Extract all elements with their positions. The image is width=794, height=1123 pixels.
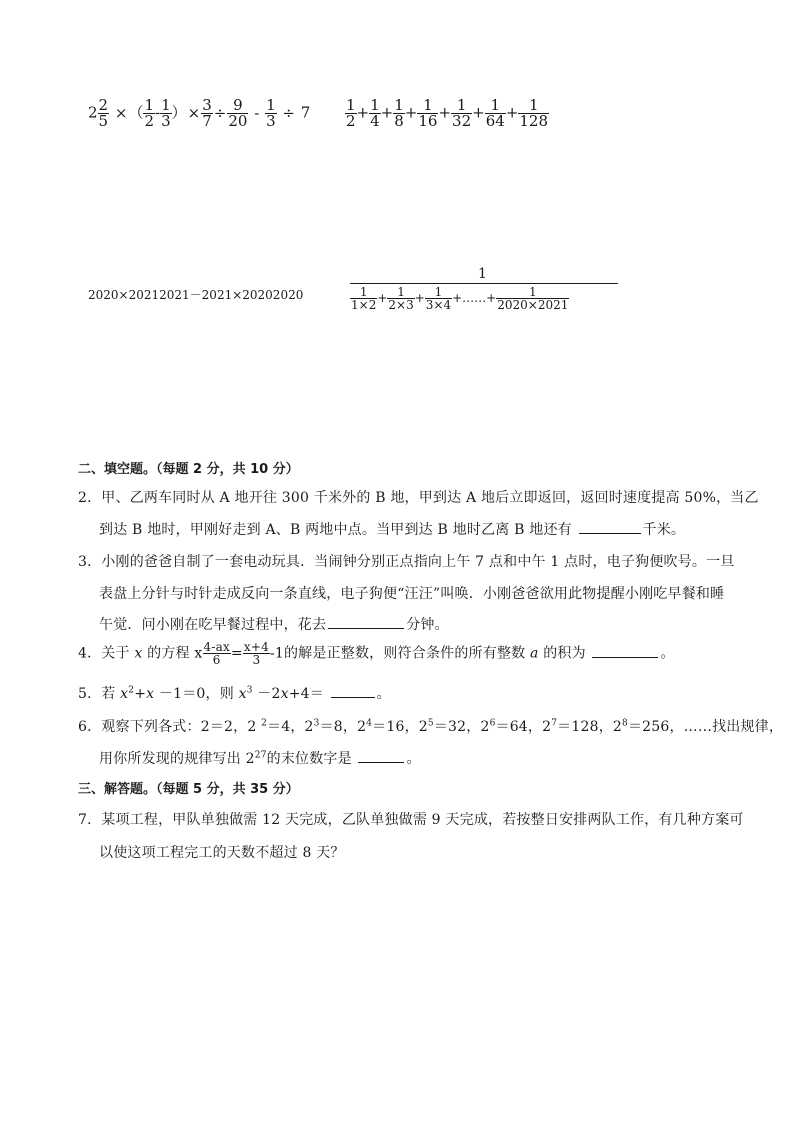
fraction: $\frac{9}{20}$ [228, 96, 248, 130]
question-text: 5．若 [78, 686, 116, 702]
question-4 [78, 641, 675, 666]
equals-sign: = [230, 645, 243, 662]
fraction: $\frac{4-ax}{6}$ [203, 640, 230, 667]
question-text: 的方程 x [147, 645, 203, 662]
fraction: $\frac{1}{2}$ [144, 96, 155, 130]
question-2-line-2 [99, 519, 685, 539]
fraction: $\frac{1}{128}$ [519, 96, 549, 130]
question-3-line-3 [99, 614, 449, 634]
plus-sign: + [486, 291, 497, 305]
denominator-sum [350, 286, 569, 311]
fraction: $\frac{1}{2}$ [346, 96, 356, 130]
plus-sign: + [377, 291, 388, 305]
question-text: ＝64，2 [495, 719, 552, 735]
plus-sign: + [134, 686, 147, 702]
main-fraction-bar [350, 283, 618, 284]
question-6-line-1 [78, 716, 783, 736]
exponent: 3 [246, 685, 253, 696]
unit-text: 分钟。 [406, 617, 449, 633]
plus-sign: + [452, 291, 463, 305]
plus-sign: + [472, 103, 485, 122]
expression-4 [350, 266, 618, 326]
left-paren: （ [128, 103, 144, 122]
numerator-one: 1 [478, 266, 487, 282]
exponent: 4 [366, 718, 373, 729]
question-text: 的末位数字是 [266, 751, 352, 767]
fraction: $\frac{1}{16}$ [418, 96, 438, 130]
question-3-line-2: 表盘上分针与时针走成反向一条直线，电子狗便“汪汪”叫唤．小刚爸爸欲用此物提醒小刚吃早餐和睡 [99, 586, 725, 602]
plus-sign: + [356, 103, 370, 122]
fraction: $\frac{1}{32}$ [452, 96, 472, 130]
question-3-line-1: 3．小刚的爸爸自制了一套电动玩具．当闹钟分别正点指向上午 7 点和中午 1 点时，电子狗便吹号。一旦 [78, 554, 735, 570]
fraction: $\frac{1}{3}$ [161, 96, 171, 130]
plus-sign: + [380, 103, 394, 122]
question-2-line-1: 2．甲、乙两车同时从 A 地开往 300 千米外的 B 地，甲到达 A 地后立即返回，返回时速度提高 50%，当乙 [78, 490, 759, 506]
variable: x [146, 686, 155, 702]
exponent: 6 [489, 718, 496, 729]
variable: x [120, 686, 129, 702]
question-text: －2 [257, 686, 281, 702]
exponent: 8 [622, 718, 628, 729]
ellipsis: …… [462, 291, 487, 305]
question-text: 到达 B 地时，甲刚好走到 A、B 两地中点。当甲到达 B 地时乙离 B 地还有 [99, 522, 572, 538]
question-text: ＝256，……找出规律， [627, 719, 784, 735]
divide-sign: ÷ [213, 103, 227, 122]
exponent: 3 [313, 718, 320, 729]
expression-2 [345, 98, 549, 129]
question-text: ＝8，2 [319, 719, 367, 735]
exponent: 27 [254, 750, 267, 761]
question-text: -1的解是正整数，则符合条件的所有整数 [269, 645, 526, 662]
whole-number: 2 [88, 103, 98, 122]
fraction: $\frac{1}{64}$ [485, 96, 505, 130]
period: 。 [406, 751, 421, 767]
fraction: $\frac{1}{3\times 4}$ [425, 285, 452, 312]
question-text: －1＝0，则 [158, 686, 234, 702]
exponent: 5 [427, 718, 434, 729]
expression-3: 2020×20212021－2021×20202020 [88, 288, 304, 302]
fraction: $\frac{1}{4}$ [370, 96, 380, 130]
answer-blank[interactable] [592, 656, 658, 658]
fraction: $\frac{x+4}{3}$ [243, 640, 269, 667]
fraction: $\frac{1}{3}$ [266, 96, 276, 130]
question-6-line-2 [99, 748, 421, 768]
answer-blank[interactable] [579, 532, 641, 534]
expression-1 [88, 98, 310, 129]
plus-sign: + [505, 103, 519, 122]
fraction: $\frac{1}{1\times 2}$ [351, 285, 377, 312]
exponent: 2 [261, 718, 268, 729]
divide-sign: ÷ [282, 103, 295, 122]
fraction: $\frac{1}{8}$ [394, 96, 404, 130]
question-text: 用你所发现的规律写出 2 [99, 751, 255, 767]
question-text: 午觉．问小刚在吃早餐过程中，花去 [99, 617, 327, 633]
fraction: $\frac{2}{5}$ [98, 96, 109, 130]
times-sign: × [187, 103, 201, 122]
answer-blank[interactable] [328, 627, 404, 629]
question-7-line-1: 7．某项工程，甲队单独做需 12 天完成，乙队单独做需 9 天完成，若按整日安排两队工作，有几种方案可 [78, 812, 744, 828]
question-text: ＝32，2 [433, 719, 490, 735]
answer-blank[interactable] [358, 761, 404, 763]
number: 7 [300, 103, 311, 122]
answer-blank[interactable] [331, 696, 375, 698]
question-text: 的积为 [543, 645, 586, 662]
fraction: $\frac{1}{2020\times 2021}$ [497, 285, 569, 312]
question-text: ＝4，2 [267, 719, 314, 735]
question-text: 4．关于 [78, 645, 130, 662]
exponent: 2 [128, 685, 135, 696]
period: 。 [660, 645, 675, 662]
section-3-title: 三、解答题。（每题 5 分，共 35 分） [78, 782, 299, 797]
question-text: 6．观察下列各式：2＝2，2 [78, 719, 257, 735]
plus-sign: + [404, 103, 418, 122]
times-sign: × [114, 103, 128, 122]
exponent: 7 [551, 718, 558, 729]
minus-sign: - [254, 103, 260, 122]
plus-sign: + [414, 291, 425, 305]
plus-sign: + [438, 103, 452, 122]
question-5 [78, 683, 391, 703]
question-text: +4＝ [288, 686, 324, 702]
fraction: $\frac{3}{7}$ [202, 96, 212, 130]
variable: a [530, 645, 539, 662]
variable: x [238, 686, 247, 702]
section-2-title: 二、填空题。（每题 2 分，共 10 分） [78, 462, 299, 477]
variable: x [280, 686, 289, 702]
fraction: $\frac{1}{2\times 3}$ [388, 285, 414, 312]
period: 。 [376, 686, 391, 702]
right-paren: ） [171, 103, 187, 122]
minus-sign: - [155, 103, 161, 122]
question-7-line-2: 以使这项工程完工的天数不超过 8 天？ [99, 845, 345, 861]
variable: x [134, 645, 143, 662]
unit-text: 千米。 [642, 522, 686, 538]
question-text: ＝16，2 [372, 719, 428, 735]
question-text: ＝128，2 [557, 719, 623, 735]
